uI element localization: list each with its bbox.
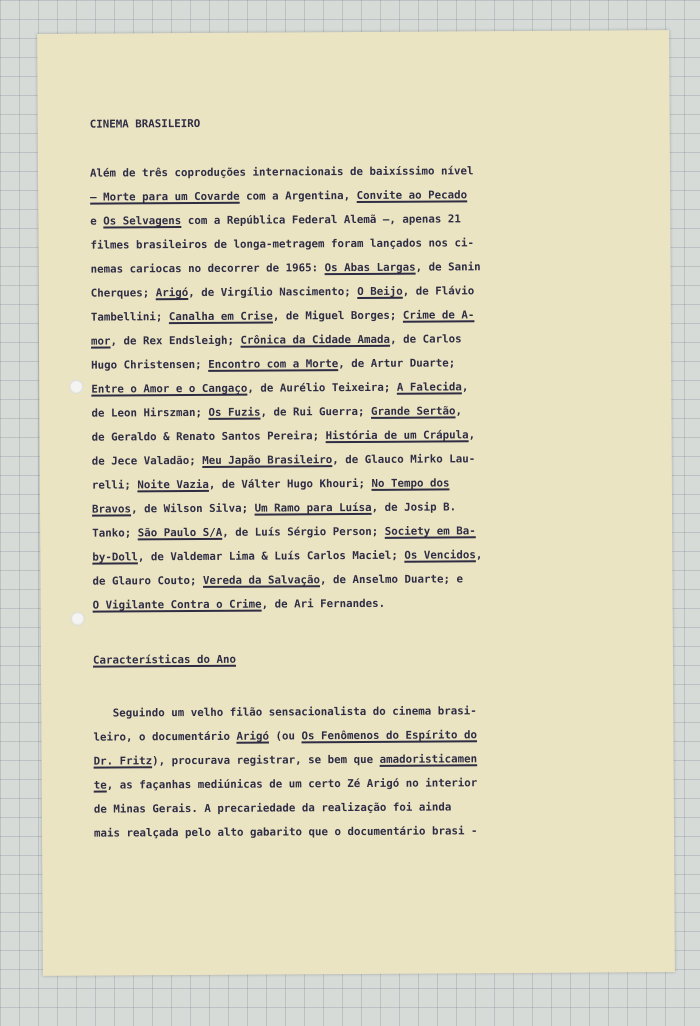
film-title: Os Abas Largas (324, 260, 416, 275)
text-segment: , de Válter Hugo Khouri; (208, 476, 372, 491)
film-title: Arigó (236, 729, 269, 743)
text-segment: de Glauro Couto; (92, 573, 204, 588)
film-title: Os Vencidos (404, 548, 476, 562)
text-segment: ), procurava registrar, se bem que (152, 752, 380, 768)
text-segment: Tanko; (92, 526, 138, 540)
film-title: by-Doll (92, 550, 138, 564)
section-heading: Características do Ano (92, 652, 237, 667)
text-segment: Seguindo um velho filão sensacionalista do cinema brasi- (93, 704, 477, 720)
text-segment: , de Rui Guerra; (260, 404, 372, 419)
film-title: Os Fenômenos do Espírito do (301, 728, 478, 743)
film-title: O Vigilante Contra o Crime (92, 597, 262, 612)
film-list-paragraph (90, 158, 633, 617)
film-title: Crime de A- (402, 308, 475, 322)
text-segment: , de Flávio (402, 284, 475, 298)
text-line (93, 722, 633, 749)
text-segment: leiro, o documentário (93, 729, 237, 744)
text-segment: de Jece Valadão; (91, 453, 203, 468)
text-line (94, 794, 634, 821)
text-line (91, 302, 631, 329)
film-title: amadoristicamen (379, 752, 478, 766)
text-segment: nemas cariocas no decorrer de 1965: (90, 261, 325, 276)
text-segment: , de Wilson Silva; (131, 501, 255, 516)
text-segment: Além de três coproduções internacionais de baixíssimo nível (89, 164, 474, 180)
text-line (90, 206, 630, 233)
page-title: CINEMA BRASILEIRO (89, 116, 201, 131)
film-title: Society em Ba- (384, 524, 476, 538)
text-segment: Cherques; (90, 286, 156, 300)
text-segment: , de Josip B. (371, 500, 457, 514)
text-segment: relli; (91, 478, 138, 492)
text-segment: (ou (268, 729, 302, 743)
text-segment: , de Ari Fernandes. (261, 596, 386, 611)
film-title: O Beijo (357, 284, 403, 298)
film-title: Vereda da Salvação (202, 573, 321, 587)
text-line (92, 422, 632, 449)
text-segment: mais realçada pelo alto gabarito que o documentário brasi - (93, 824, 478, 840)
text-line (90, 230, 630, 257)
film-title: — Morte para um Covarde (90, 189, 240, 204)
film-title: Os Selvagens (103, 214, 182, 228)
punch-hole (71, 612, 85, 626)
film-title: Arigó (155, 286, 189, 300)
text-segment: , de Glauco Mirko Lau- (332, 452, 476, 467)
text-line (91, 374, 631, 401)
film-title: Canalha em Crise (168, 309, 273, 324)
punch-hole (69, 380, 83, 394)
text-line (92, 542, 632, 569)
film-title: Entre o Amor e o Cangaço (91, 381, 248, 396)
text-line (92, 518, 632, 545)
characteristics-paragraph (93, 698, 634, 845)
text-segment: , de Sanin (415, 260, 481, 274)
text-line (94, 746, 634, 773)
text-line (93, 698, 633, 725)
text-segment: , (468, 428, 476, 442)
film-title: te (93, 778, 107, 792)
text-segment: de Geraldo & Renato Santos Pereira; (91, 429, 326, 444)
text-line (92, 494, 632, 521)
text-segment: e (90, 214, 104, 228)
text-line (91, 326, 631, 353)
film-title: História de um Crápula (325, 428, 469, 443)
text-line (92, 566, 632, 593)
text-segment: , (461, 380, 469, 394)
film-title: Encontro com a Morte (208, 357, 339, 371)
film-title: Crônica da Cidade Amada (240, 332, 391, 347)
film-title: Dr. Fritz (93, 754, 153, 768)
text-line (90, 254, 630, 281)
text-segment: filmes brasileiros de longa-metragem foram lançados nos ci- (90, 236, 474, 252)
text-segment: , de Artur Duarte; (338, 356, 456, 371)
text-segment: , de Rex Endsleigh; (110, 333, 241, 348)
film-title: Bravos (91, 502, 132, 516)
text-segment: , de Aurélio Teixeira; (247, 380, 397, 395)
text-segment: , de Anselmo Duarte; e (319, 572, 464, 587)
text-segment: , as façanhas mediúnicas de um certo Zé Arigó no interior (106, 776, 478, 792)
film-title: Grande Sertão (370, 404, 456, 418)
text-segment: , de Valdemar Lima & Luís Carlos Maciel; (137, 548, 405, 564)
film-title: No Tempo dos (371, 476, 450, 490)
text-line (91, 278, 631, 305)
text-line (90, 158, 630, 185)
film-title: Noite Vazia (137, 477, 209, 492)
film-title: Os Fuzis (208, 405, 261, 419)
film-title: Meu Japão Brasileiro (202, 453, 333, 467)
text-segment: de Minas Gerais. A precariedade da realização foi ainda (93, 800, 452, 816)
text-segment: com a República Federal Alemã —, apenas 21 (181, 212, 461, 228)
text-segment: , de Miguel Borges; (272, 308, 403, 323)
text-line (94, 818, 634, 845)
text-line (90, 182, 630, 209)
text-segment: Hugo Christensen; (91, 357, 209, 372)
text-line (92, 446, 632, 473)
text-line (94, 770, 634, 797)
text-segment: , de Virgílio Nascimento; (188, 284, 358, 300)
text-segment: , (475, 548, 483, 562)
text-line (93, 590, 633, 617)
film-title: Um Ramo para Luísa (254, 500, 372, 515)
text-segment: de Leon Hirszman; (91, 405, 209, 420)
text-segment: , de Luís Sérgio Person; (222, 524, 385, 539)
film-title: mor (90, 334, 111, 348)
text-segment: , (455, 404, 463, 418)
text-line (91, 350, 631, 377)
text-segment: Tambellini; (90, 310, 169, 324)
text-segment: , de Carlos (390, 332, 462, 346)
text-segment: com a Argentina, (239, 188, 357, 203)
film-title: Convite ao Pecado (356, 188, 468, 202)
text-line (91, 398, 631, 425)
paper-sheet (37, 30, 675, 976)
film-title: A Falecida (396, 380, 462, 394)
film-title: São Paulo S/A (137, 525, 223, 540)
text-line (92, 470, 632, 497)
